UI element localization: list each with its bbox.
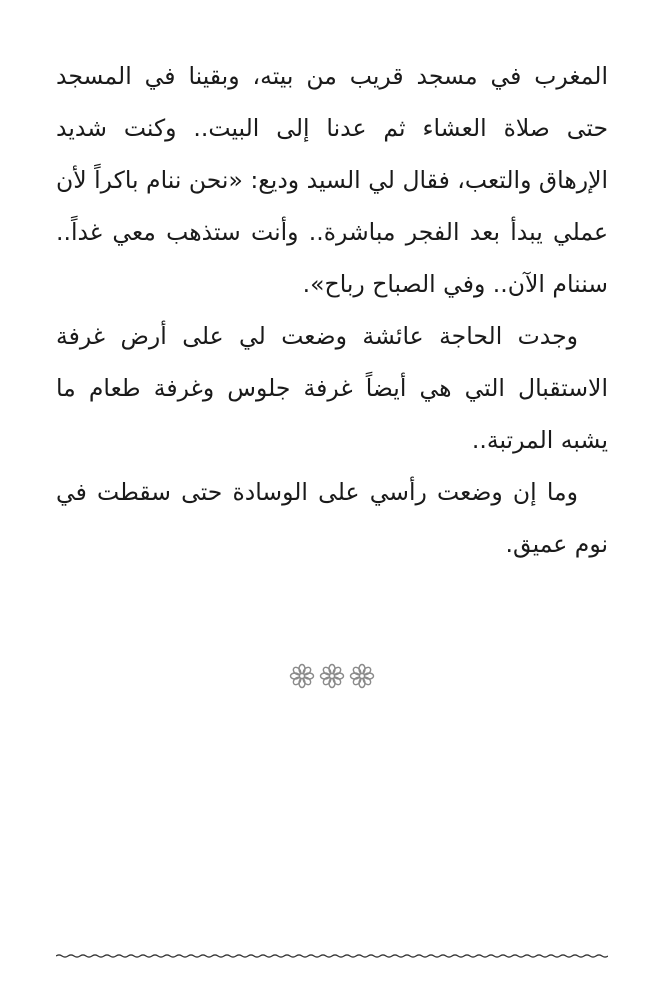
flower-icon <box>349 663 375 689</box>
paragraph-1: المغرب في مسجد قريب من بيته، وبقينا في المسجد حتى صلاة العشاء ثم عدنا إلى البيت.. وكنت شديد الإرهاق والتعب، فقال لي السيد وديع: «نحن ننام باكراً لأن عملي يبدأ بعد الفجر مباشرة.. وأنت ستذهب معي غداً.. سننام الآن.. وفي الصباح رباح». <box>56 62 608 298</box>
body-text <box>56 50 608 570</box>
flower-icon <box>319 663 345 689</box>
section-ornament <box>0 663 663 689</box>
paragraph-3: وما إن وضعت رأسي على الوسادة حتى سقطت في نوم عميق. <box>56 478 608 558</box>
paragraph-2: وجدت الحاجة عائشة وضعت لي على أرض غرفة الاستقبال التي هي أيضاً غرفة جلوس وغرفة طعام ما يشبه المرتبة.. <box>56 322 608 454</box>
wavy-rule <box>56 950 608 962</box>
flower-icon <box>289 663 315 689</box>
